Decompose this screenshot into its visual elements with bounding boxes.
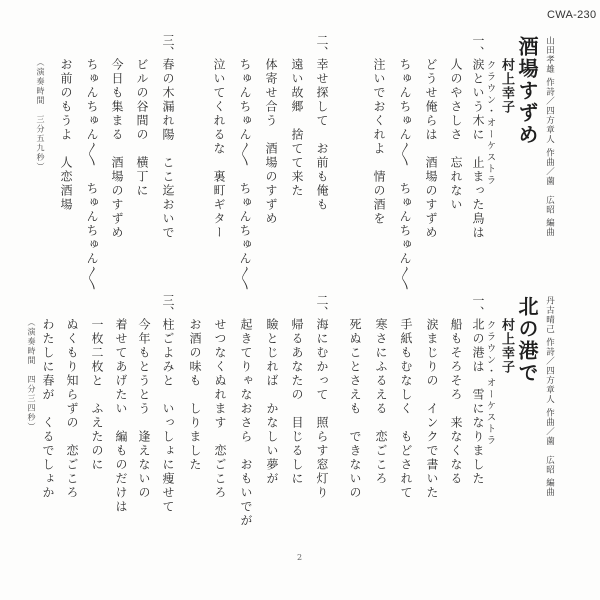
verse-number: 二、 bbox=[315, 294, 329, 318]
lyric-line: お酒の味も しりました bbox=[188, 318, 202, 472]
lyric-line: 幸せ探して お前も俺も bbox=[315, 58, 329, 212]
lyric-line: 涙まじりの インクで書いた bbox=[425, 318, 439, 500]
lyric-line: ビルの谷間の 横丁に bbox=[135, 58, 149, 198]
song-orchestra: クラウン・オーケストラ bbox=[484, 320, 496, 447]
song-credits: 丹古晴己 作詩／四方章人 作曲／薗 広昭 編曲 bbox=[544, 296, 555, 498]
verse-number: 三、 bbox=[161, 34, 175, 58]
lyric-line: 起きてりゃなおさら おもいでが bbox=[239, 318, 253, 528]
performance-duration: （演奏時間 四分三四秒） bbox=[27, 318, 36, 432]
catalog-number: CWA-230 bbox=[547, 9, 597, 21]
lyric-line: 体寄せ合う 酒場のすずめ bbox=[264, 58, 278, 226]
lyric-line: 寒さにふるえる 恋ごころ bbox=[374, 318, 388, 486]
song-artist: 村上幸子 bbox=[499, 58, 514, 114]
lyric-line: 着せてあげたい 編ものだけは bbox=[114, 318, 128, 514]
lyric-line: 涙という木に 止まった鳥は bbox=[471, 58, 485, 240]
lyric-line: 船もそろそろ 来なくなる bbox=[449, 318, 463, 486]
lyric-line: 春の木漏れ陽 ここ迄おいで bbox=[161, 58, 175, 240]
lyric-line: どうせ俺らは 酒場のすずめ bbox=[424, 58, 438, 240]
lyric-line: 死ぬことさえも できないの bbox=[348, 318, 362, 500]
lyric-line: ぬくもり知らずの 恋ごころ bbox=[65, 318, 79, 500]
verse-number: 一、 bbox=[471, 34, 485, 58]
verse-number: 三、 bbox=[161, 294, 175, 318]
lyric-line: 手紙もむなしく もどされて bbox=[399, 318, 413, 500]
lyric-line: 北の港は 雪になりました bbox=[471, 318, 485, 486]
lyric-line: 瞼とじれば かなしい夢が bbox=[265, 318, 279, 486]
lyric-line: 人のやさしさ 忘れない bbox=[449, 58, 463, 212]
lyric-line: 注いでおくれよ 情の酒を bbox=[372, 58, 386, 226]
lyric-line: ちゅんちゅん〱 ちゅんちゅん〱 bbox=[85, 58, 99, 292]
lyric-line: 今年もとうとう 逢えないの bbox=[137, 318, 151, 500]
song-artist: 村上幸子 bbox=[499, 318, 514, 374]
lyric-line: ちゅんちゅん〱 ちゅんちゅん〱 bbox=[238, 58, 252, 292]
song-orchestra: クラウン・オーケストラ bbox=[484, 60, 496, 187]
page-number: 2 bbox=[297, 553, 303, 562]
lyric-line: ちゅんちゅん〱 ちゅんちゅん〱 bbox=[398, 58, 412, 292]
lyric-line: 遠い故郷 捨てて来た bbox=[290, 58, 304, 198]
lyric-line: 柱ごよみと いっしょに痩せて bbox=[161, 318, 175, 514]
verse-number: 一、 bbox=[471, 294, 485, 318]
lyric-line: 今日も集まる 酒場のすずめ bbox=[110, 58, 124, 240]
performance-duration: （演奏時間 三分五九秒） bbox=[36, 58, 45, 172]
verse-number: 二、 bbox=[315, 34, 329, 58]
song-title: 酒場すずめ bbox=[515, 36, 539, 146]
lyric-line: わたしに春が くるでしょか bbox=[41, 318, 55, 500]
lyric-line: 泣いてくれるな 裏町ギター bbox=[212, 58, 226, 240]
song-credits: 山田孝雄 作詩／四方章人 作曲／薗 広昭 編曲 bbox=[544, 36, 555, 238]
lyric-line: お前のもうよ 人恋酒場 bbox=[59, 58, 73, 212]
lyric-line: 帰るあなたの 目じるしに bbox=[290, 318, 304, 486]
lyric-line: 海にむかって 照らす窓灯り bbox=[315, 318, 329, 500]
song-title: 北の港で bbox=[515, 296, 539, 384]
lyric-line: 一枚二枚と ふえたのに bbox=[90, 318, 104, 472]
lyric-line: せつなくぬれます 恋ごころ bbox=[213, 318, 227, 500]
